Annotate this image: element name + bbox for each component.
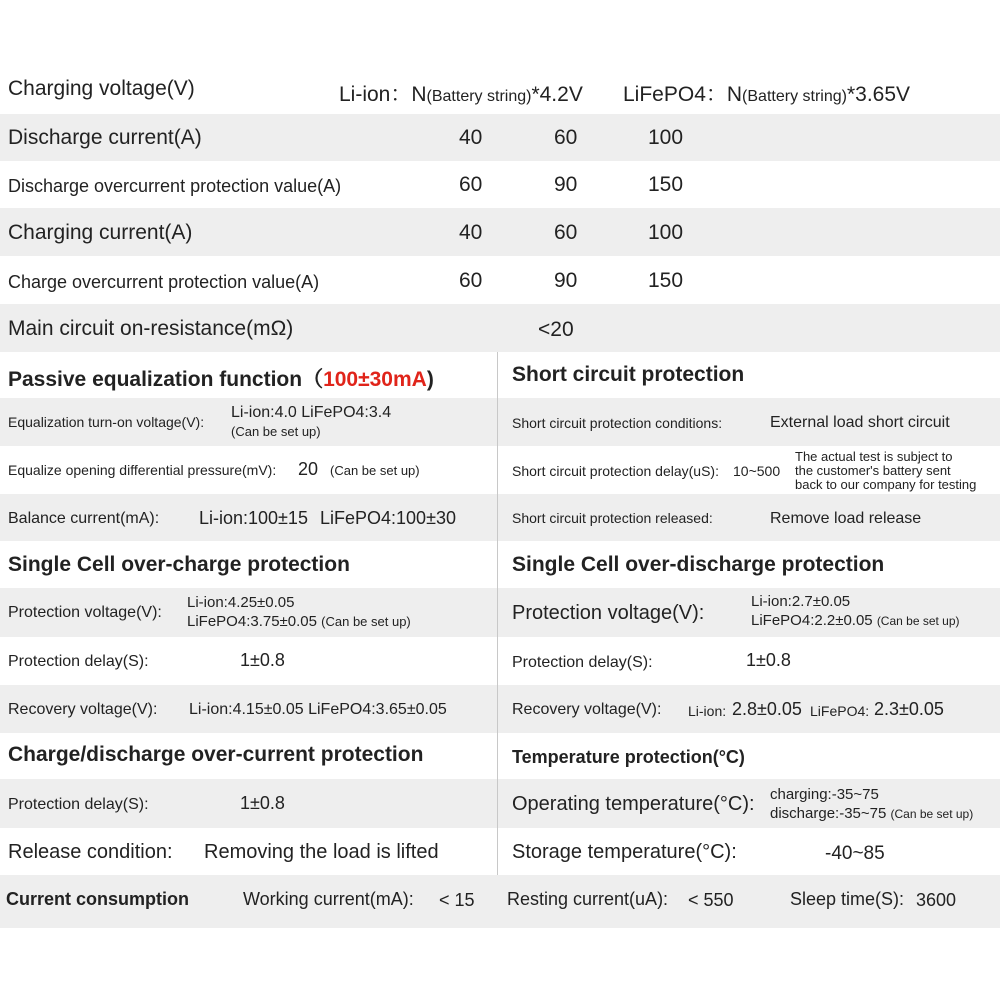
sleep-time-value: 3600 [916, 890, 957, 910]
on-resistance-label: Main circuit on-resistance(mΩ) [8, 317, 294, 340]
sc-cond-value: External load short circuit [770, 414, 950, 431]
sc-cond-label: Short circuit protection conditions: [512, 415, 723, 431]
sc-delay-value: 10~500 [733, 463, 781, 479]
spec-value-1: 60 [459, 269, 483, 292]
overcharge-pv-row [0, 588, 497, 637]
temperature-title-row [498, 733, 1000, 779]
spec-value-2: 60 [554, 126, 578, 149]
resting-current-label: Resting current(uA): [507, 889, 669, 909]
overcharge-recovery-value: Li-ion:4.15±0.05 LiFePO4:3.65±0.05 [189, 701, 447, 718]
overcharge-delay-row [0, 637, 497, 685]
overcharge-pv-lifepo4: LiFePO4:3.75±0.05 (Can be set up) [187, 613, 411, 630]
overdischarge-pv-row [498, 588, 1000, 637]
sc-delay-note-2: the customer's battery sent [795, 463, 951, 478]
spec-value-3: 100 [648, 126, 684, 149]
on-resistance-value: <20 [538, 318, 574, 341]
overdischarge-pv-liion: Li-ion:2.7±0.05 [751, 593, 851, 610]
consumption-title: Current consumption [6, 889, 189, 909]
passive-eq-title: Passive equalization function（100±30mA) [8, 368, 434, 391]
overdischarge-delay-value: 1±0.8 [746, 650, 791, 670]
eq-diff-row [0, 446, 497, 494]
spec-value-1: 40 [459, 221, 483, 244]
spec-value-2: 90 [554, 173, 578, 196]
overcharge-title-row [0, 541, 497, 588]
sc-release-label: Short circuit protection released: [512, 510, 713, 526]
spec-value-3: 150 [648, 269, 684, 292]
od-recovery-lifepo4-value: 2.3±0.05 [874, 699, 944, 719]
spec-label: Discharge overcurrent protection value(A) [8, 176, 342, 196]
overdischarge-delay-row [498, 637, 1000, 685]
sc-delay-label: Short circuit protection delay(uS): [512, 463, 719, 479]
overcharge-pv-liion: Li-ion:4.25±0.05 [187, 594, 295, 611]
consumption-row [0, 875, 1000, 928]
operating-temp-discharge: discharge:-35~75 (Can be set up) [770, 805, 974, 822]
overcurrent-delay-row [0, 779, 497, 828]
storage-temp-label: Storage temperature(°C): [512, 841, 737, 863]
sc-delay-note-3: back to our company for testing [795, 477, 977, 492]
od-recovery-liion-value: 2.8±0.05 [732, 699, 802, 719]
balance-liion: Li-ion:100±15 [199, 508, 308, 528]
overdischarge-recovery-row [498, 685, 1000, 733]
charging-voltage-lifepo4: LiFePO4：N(Battery string)*3.65V [623, 83, 911, 106]
spec-label: Discharge current(A) [8, 126, 202, 149]
charging-voltage-liion: Li-ion：N(Battery string)*4.2V [339, 83, 583, 106]
storage-temp-value: -40~85 [825, 843, 885, 864]
spec-row-charging-current [0, 208, 1000, 256]
spec-label: Charging current(A) [8, 221, 193, 244]
od-recovery-lifepo4-label: LiFePO4: [810, 703, 870, 719]
short-circuit-title-row [498, 352, 1000, 398]
overcharge-delay-label: Protection delay(S): [8, 653, 149, 670]
spec-value-1: 40 [459, 126, 483, 149]
overcharge-title: Single Cell over-charge protection [8, 553, 350, 576]
operating-temp-charging: charging:-35~75 [770, 786, 879, 803]
release-condition-label: Release condition: [8, 841, 173, 863]
temperature-title: Temperature protection(°C) [512, 747, 745, 767]
short-circuit-title: Short circuit protection [512, 363, 745, 386]
overcharge-pv-label: Protection voltage(V): [8, 604, 162, 621]
overcurrent-delay-label: Protection delay(S): [8, 796, 149, 813]
passive-eq-title-row [0, 352, 497, 398]
spec-row-discharge-overcurrent [0, 161, 1000, 208]
charging-voltage-label: Charging voltage(V) [8, 77, 195, 100]
overcharge-delay-value: 1±0.8 [240, 650, 285, 670]
spec-value-2: 60 [554, 221, 578, 244]
storage-temp-row [498, 828, 1000, 875]
operating-temp-label: Operating temperature(°C): [512, 793, 755, 815]
od-recovery-liion-label: Li-ion: [688, 703, 727, 719]
operating-temp-row [498, 779, 1000, 828]
overcurrent-title: Charge/discharge over-current protection [8, 743, 424, 766]
spec-label: Charge overcurrent protection value(A) [8, 272, 320, 292]
spec-row-charge-overcurrent [0, 256, 1000, 303]
balance-current-row [0, 494, 497, 541]
on-resistance-row [0, 304, 1000, 352]
working-current-label: Working current(mA): [243, 889, 414, 909]
short-circuit-cond-row [498, 398, 1000, 446]
eq-turn-on-note: (Can be set up) [231, 424, 321, 439]
overcurrent-release-row [0, 828, 497, 875]
release-condition-value: Removing the load is lifted [204, 841, 439, 863]
short-circuit-release-row [498, 494, 1000, 541]
spec-value-2: 90 [554, 269, 578, 292]
spec-value-3: 100 [648, 221, 684, 244]
overdischarge-delay-label: Protection delay(S): [512, 654, 653, 671]
sc-delay-note-1: The actual test is subject to [795, 449, 953, 464]
eq-diff-note: (Can be set up) [330, 463, 420, 478]
eq-diff-label: Equalize opening differential pressure(mV): [8, 462, 277, 478]
sleep-time-label: Sleep time(S): [790, 889, 905, 909]
eq-diff-value: 20 [298, 459, 319, 479]
overcurrent-title-row [0, 733, 497, 779]
overcharge-recovery-row [0, 685, 497, 733]
spec-value-3: 150 [648, 173, 684, 196]
sc-release-value: Remove load release [770, 510, 922, 527]
overdischarge-pv-lifepo4: LiFePO4:2.2±0.05 (Can be set up) [751, 612, 960, 629]
overcurrent-delay-value: 1±0.8 [240, 793, 285, 813]
short-circuit-delay-row [498, 446, 1000, 494]
eq-turn-on-value: Li-ion:4.0 LiFePO4:3.4 [231, 404, 392, 421]
charging-voltage-row [0, 66, 1000, 112]
overdischarge-title-row [498, 541, 1000, 588]
working-current-value: < 15 [439, 890, 475, 910]
spec-value-1: 60 [459, 173, 483, 196]
overdischarge-pv-label: Protection voltage(V): [512, 602, 705, 624]
spec-row-discharge-current [0, 114, 1000, 161]
overdischarge-title: Single Cell over-discharge protection [512, 553, 885, 576]
eq-turn-on-row [0, 398, 497, 446]
balance-lifepo4: LiFePO4:100±30 [320, 508, 456, 528]
eq-turn-on-label: Equalization turn-on voltage(V): [8, 414, 205, 430]
overcharge-recovery-label: Recovery voltage(V): [8, 701, 158, 718]
overdischarge-recovery-label: Recovery voltage(V): [512, 701, 662, 718]
balance-label: Balance current(mA): [8, 510, 160, 527]
resting-current-value: < 550 [688, 890, 734, 910]
